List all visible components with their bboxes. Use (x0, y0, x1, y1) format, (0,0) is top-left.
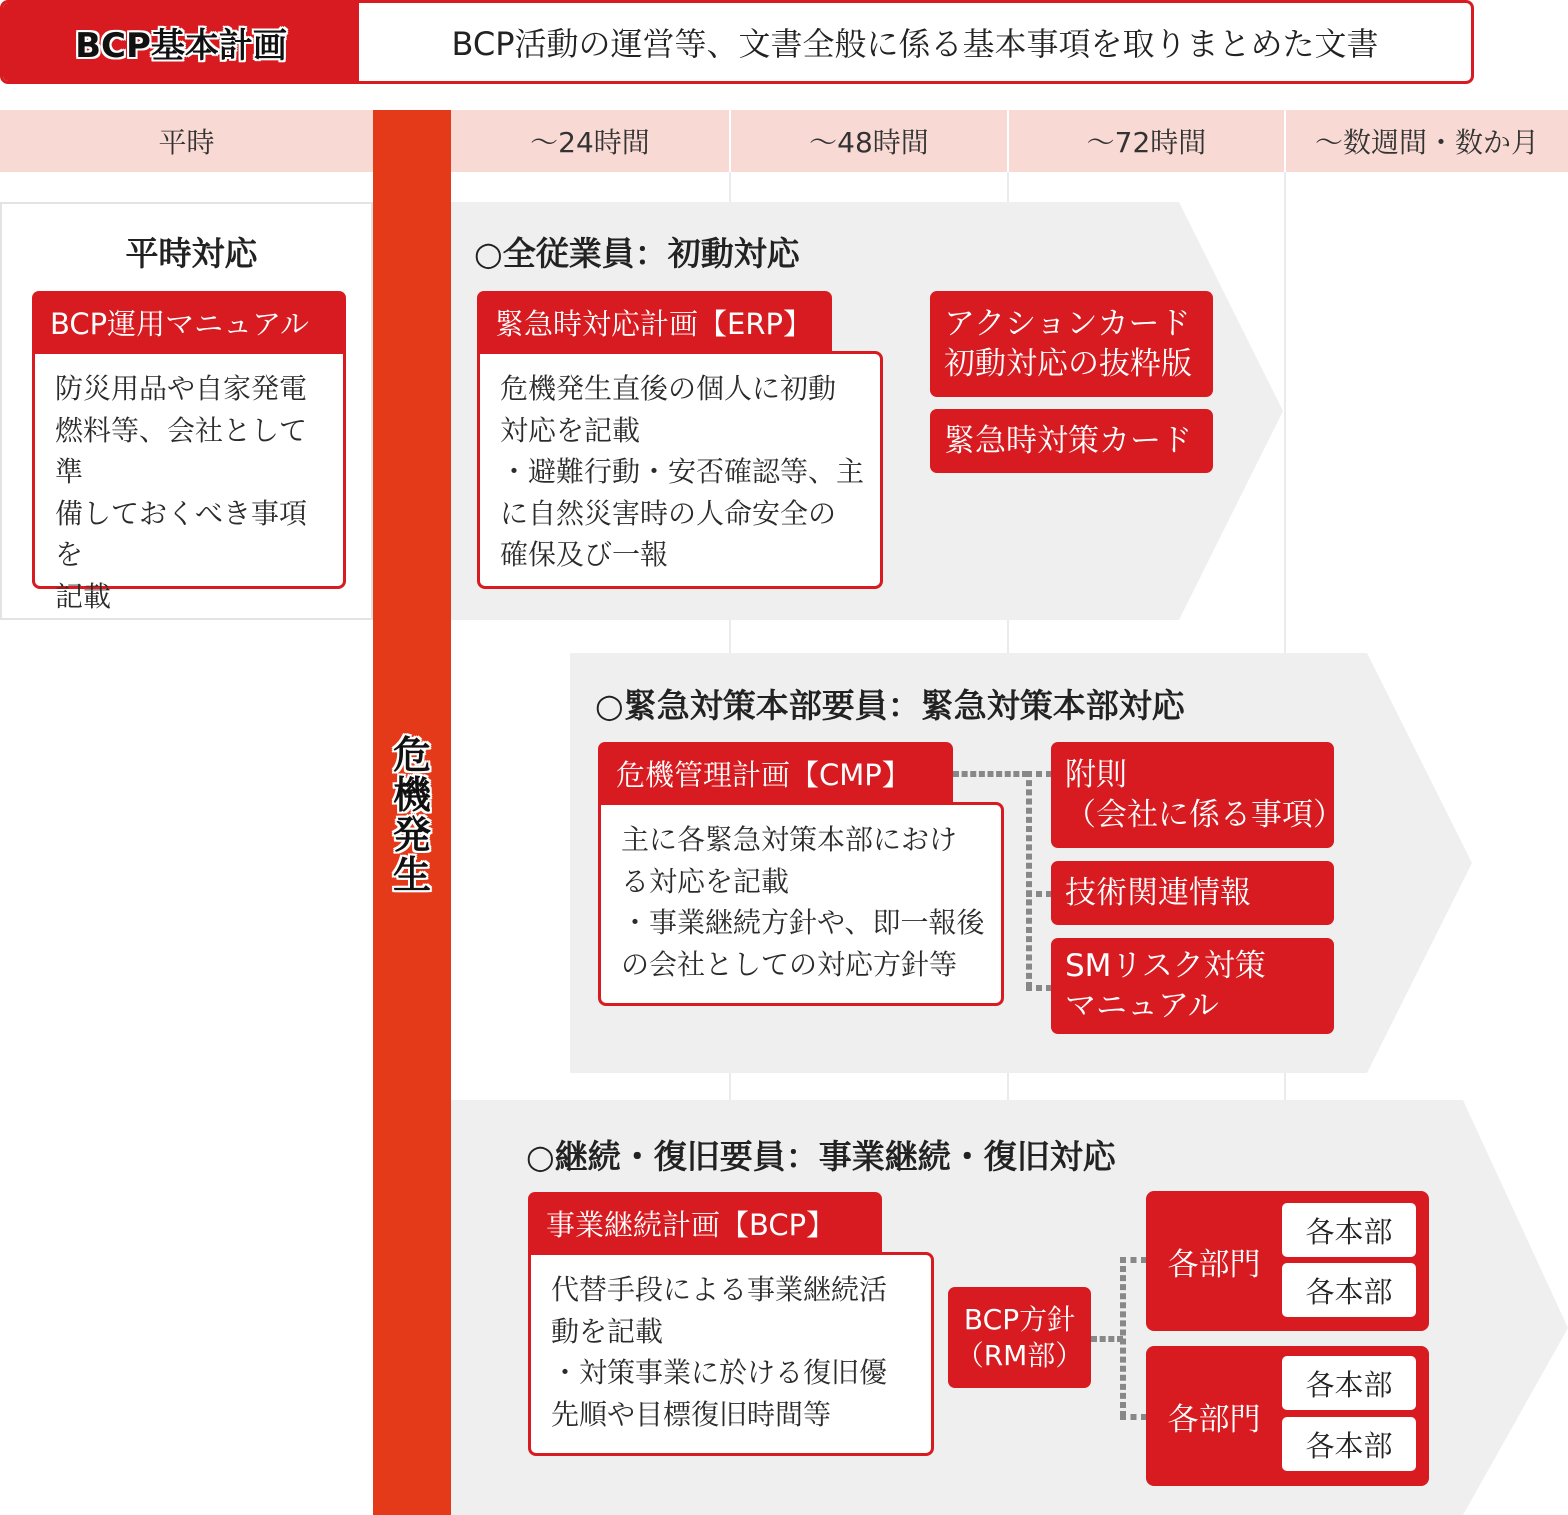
department-label: 各部門 (1167, 1401, 1261, 1438)
time-header-48h: ～48時間 (731, 110, 1007, 172)
department-group (1146, 1346, 1429, 1486)
bcp-body: 代替手段による事業継続活 動を記載 ・対策事業に於ける復旧優 先順や目標復旧時間等 (528, 1252, 934, 1456)
connector-line (953, 771, 1028, 777)
crisis-label-char: 機 (392, 773, 431, 817)
crisis-label (373, 735, 451, 895)
header-title: BCP基本計画 (75, 25, 287, 66)
connector-line (1091, 1336, 1123, 1342)
crisis-label-char: 危 (392, 733, 431, 777)
cmp-title: 危機管理計画【CMP】 (598, 742, 953, 804)
crisis-label-char: 生 (392, 853, 431, 897)
cmp-body: 主に各緊急対策本部におけ る対応を記載 ・事業継続方針や、即一報後 の会社としての対応方針等 (598, 802, 1004, 1006)
hq-chip: 各本部 (1282, 1417, 1416, 1471)
connector-line (1120, 1414, 1147, 1420)
hq-chip: 各本部 (1282, 1356, 1416, 1410)
time-header-peacetime: 平時 (0, 110, 373, 172)
hq-chip: 各本部 (1282, 1263, 1416, 1317)
band-title-emergency-hq: ○緊急対策本部要員：緊急対策本部対応 (595, 686, 1185, 725)
connector-line (1026, 985, 1052, 991)
time-header-72h: ～72時間 (1009, 110, 1284, 172)
tech-info-card: 技術関連情報 (1051, 861, 1334, 925)
erp-body: 危機発生直後の個人に初動 対応を記載 ・避難行動・安否確認等、主 に自然災害時の人命安全の 確保及び一報 (477, 351, 883, 589)
connector-line (1120, 1257, 1126, 1417)
bcp-title: 事業継続計画【BCP】 (528, 1192, 882, 1254)
department-label: 各部門 (1167, 1246, 1261, 1283)
department-group (1146, 1191, 1429, 1331)
time-header-long: ～数週間・数か月 (1286, 110, 1568, 172)
connector-line (1026, 771, 1032, 988)
erp-title: 緊急時対応計画【ERP】 (477, 291, 832, 353)
peacetime-title: 平時対応 (125, 234, 258, 273)
sm-risk-manual-card: SMリスク対策 マニュアル (1051, 938, 1334, 1034)
time-header-24h: ～24時間 (451, 110, 729, 172)
action-card: アクションカード 初動対応の抜粋版 (930, 291, 1213, 397)
crisis-label-char: 発 (392, 813, 431, 857)
band-title-initial-response: ○全従業員：初動対応 (474, 234, 800, 273)
hq-chip: 各本部 (1282, 1203, 1416, 1257)
emergency-measures-card: 緊急時対策カード (930, 409, 1213, 473)
connector-line (1026, 891, 1052, 897)
bcp-policy-card: BCP方針 （RM部） (948, 1287, 1091, 1388)
band-title-continuity: ○継続・復旧要員：事業継続・復旧対応 (526, 1137, 1116, 1176)
header-banner (0, 0, 1474, 84)
connector-line (1120, 1257, 1147, 1263)
appendix-card: 附則 （会社に係る事項） (1051, 742, 1334, 848)
connector-line (1026, 771, 1052, 777)
header-description: BCP活動の運営等、文書全般に係る基本事項を取りまとめた文書 (451, 25, 1379, 63)
header-label-box (3, 3, 359, 81)
bcp-manual-title: BCP運用マニュアル (32, 291, 346, 353)
bcp-manual-body: 防災用品や自家発電 燃料等、会社として準 備しておくべき事項を 記載 (32, 351, 346, 589)
